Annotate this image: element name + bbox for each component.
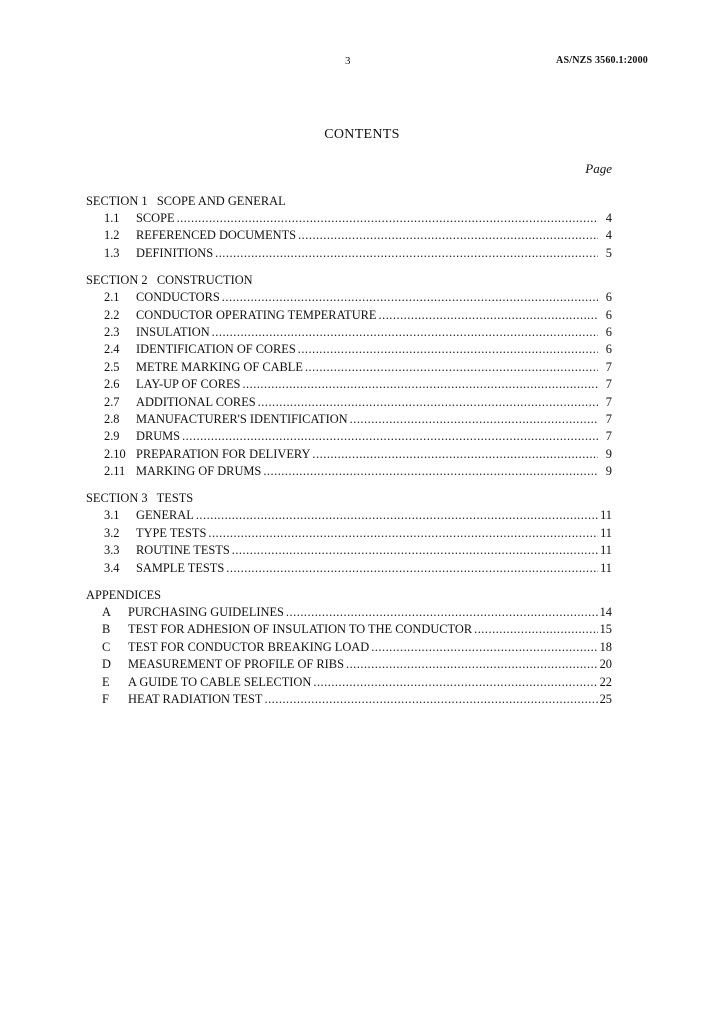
toc-entry[interactable] <box>86 376 612 393</box>
entry-page: 4 <box>605 228 612 243</box>
entry-label: HEAT RADIATION TEST <box>128 691 263 706</box>
entry-page: 11 <box>600 543 612 558</box>
dot-leader <box>264 691 597 708</box>
entry-page: 7 <box>605 359 612 374</box>
toc-entry[interactable] <box>86 446 612 463</box>
entry-number: 1.3 <box>104 245 120 260</box>
section-title: SECTION 3 TESTS <box>86 491 194 506</box>
entry-page: 15 <box>599 622 612 637</box>
dot-leader <box>312 446 598 463</box>
toc-entry[interactable] <box>86 428 612 445</box>
toc-entry[interactable] <box>86 359 612 376</box>
entry-label: PREPARATION FOR DELIVERY <box>136 446 311 461</box>
dot-leader <box>371 639 597 656</box>
toc-entry[interactable] <box>86 604 612 621</box>
toc-entry[interactable] <box>86 525 612 542</box>
entry-label: CONDUCTOR OPERATING TEMPERATURE <box>136 307 377 322</box>
section-title: APPENDICES <box>86 588 162 603</box>
toc-entry[interactable] <box>86 411 612 428</box>
entry-page: 4 <box>605 211 612 225</box>
dot-leader <box>212 324 598 341</box>
entry-number: 2.7 <box>104 394 120 409</box>
entry-label: A GUIDE TO CABLE SELECTION <box>128 674 312 689</box>
toc-entry[interactable] <box>86 324 612 341</box>
entry-label: MARKING OF DRUMS <box>136 464 262 479</box>
page-number: 3 <box>345 55 351 67</box>
entry-number: 2.10 <box>104 446 126 461</box>
page-column-label: Page <box>585 161 612 176</box>
entry-page: 7 <box>605 394 612 409</box>
toc-entry[interactable] <box>86 227 612 244</box>
entry-page: 5 <box>605 245 612 260</box>
dot-leader <box>226 560 598 577</box>
toc-section <box>86 193 612 262</box>
entry-number: 2.1 <box>104 290 120 305</box>
dot-leader <box>474 621 598 638</box>
entry-page: 6 <box>605 324 612 339</box>
entry-number: 2.11 <box>104 464 126 479</box>
toc-entry[interactable] <box>86 691 612 708</box>
entry-number: F <box>102 691 109 706</box>
dot-leader <box>379 307 599 324</box>
dot-leader <box>298 341 598 358</box>
entry-label: METRE MARKING OF CABLE <box>136 359 303 374</box>
dot-leader <box>208 525 598 542</box>
entry-number: 3.4 <box>104 560 120 575</box>
entry-number: 2.5 <box>104 359 120 374</box>
entry-label: TEST FOR CONDUCTOR BREAKING LOAD <box>128 639 370 654</box>
dot-leader <box>305 359 598 376</box>
toc-entry[interactable] <box>86 463 612 480</box>
entry-number: 2.9 <box>104 429 120 444</box>
toc-section <box>86 272 612 480</box>
entry-label: SCOPE <box>136 211 175 225</box>
toc-entry[interactable] <box>86 639 612 656</box>
entry-page: 14 <box>599 605 612 620</box>
entry-page: 11 <box>600 525 612 540</box>
dot-leader <box>182 428 598 445</box>
entry-label: IDENTIFICATION OF CORES <box>136 342 296 357</box>
entry-label: ROUTINE TESTS <box>136 543 230 558</box>
entry-label: DRUMS <box>136 429 181 444</box>
dot-leader <box>350 411 598 428</box>
toc-entry[interactable] <box>86 542 612 559</box>
entry-page: 9 <box>605 446 612 461</box>
entry-number: B <box>102 622 111 637</box>
toc-entry[interactable] <box>86 307 612 324</box>
entry-number: D <box>102 657 111 672</box>
entry-number: E <box>102 674 110 689</box>
entry-label: ADDITIONAL CORES <box>136 394 256 409</box>
entry-label: CONDUCTORS <box>136 290 220 305</box>
entry-number: 3.2 <box>104 525 120 540</box>
document-id: AS/NZS 3560.1:2000 <box>556 55 648 66</box>
toc-entry[interactable] <box>86 289 612 306</box>
entry-page: 7 <box>605 411 612 426</box>
toc-section <box>86 490 612 577</box>
appendices-section <box>86 587 612 708</box>
entry-label: LAY-UP OF CORES <box>136 377 241 392</box>
entry-number: 2.8 <box>104 411 120 426</box>
entry-page: 18 <box>599 639 612 654</box>
entry-label: GENERAL <box>136 508 194 523</box>
dot-leader <box>258 394 598 411</box>
dot-leader <box>242 376 598 393</box>
entry-page: 25 <box>599 691 612 706</box>
toc-entry[interactable] <box>86 341 612 358</box>
dot-leader <box>263 463 598 480</box>
toc-entry[interactable] <box>86 656 612 673</box>
entry-number: 2.3 <box>104 324 120 339</box>
dot-leader <box>177 210 598 227</box>
entry-page: 9 <box>605 464 612 479</box>
entry-label: MEASUREMENT OF PROFILE OF RIBS <box>128 657 344 672</box>
entry-number: 2.2 <box>104 307 120 322</box>
toc-entry[interactable] <box>86 245 612 262</box>
table-of-contents <box>86 193 612 718</box>
entry-label: TYPE TESTS <box>136 525 207 540</box>
dot-leader <box>222 289 598 306</box>
entry-page: 6 <box>605 342 612 357</box>
dot-leader <box>313 674 597 691</box>
toc-entry[interactable] <box>86 560 612 577</box>
entry-page: 11 <box>600 508 612 523</box>
dot-leader <box>286 604 598 621</box>
section-title: SECTION 1 SCOPE AND GENERAL <box>86 194 286 208</box>
toc-entry[interactable] <box>86 394 612 411</box>
contents-title: CONTENTS <box>324 127 400 142</box>
entry-page: 20 <box>599 657 612 672</box>
entry-label: PURCHASING GUIDELINES <box>128 605 284 620</box>
entry-number: 3.1 <box>104 508 120 523</box>
entry-number: 2.4 <box>104 342 120 357</box>
dot-leader <box>298 227 598 244</box>
toc-entry[interactable] <box>86 621 612 638</box>
entry-label: SAMPLE TESTS <box>136 560 225 575</box>
entry-page: 7 <box>605 429 612 444</box>
entry-page: 7 <box>605 377 612 392</box>
entry-number: 1.1 <box>104 211 120 225</box>
entry-label: REFERENCED DOCUMENTS <box>136 228 297 243</box>
entry-label: INSULATION <box>136 324 210 339</box>
entry-number: 1.2 <box>104 228 120 243</box>
entry-page: 6 <box>605 307 612 322</box>
entry-page: 11 <box>600 560 612 575</box>
entry-number: 2.6 <box>104 377 120 392</box>
entry-number: A <box>102 605 111 620</box>
entry-label: MANUFACTURER'S IDENTIFICATION <box>136 411 348 426</box>
entry-page: 6 <box>605 290 612 305</box>
dot-leader <box>232 542 598 559</box>
entry-label: TEST FOR ADHESION OF INSULATION TO THE CONDUCTOR <box>128 622 473 637</box>
dot-leader <box>196 507 598 524</box>
toc-entry[interactable] <box>86 507 612 524</box>
dot-leader <box>215 245 598 262</box>
entry-label: DEFINITIONS <box>136 245 214 260</box>
dot-leader <box>346 656 598 673</box>
toc-entry[interactable] <box>86 674 612 691</box>
section-title: SECTION 2 CONSTRUCTION <box>86 273 253 288</box>
entry-page: 22 <box>599 674 612 689</box>
entry-number: C <box>102 639 111 654</box>
entry-number: 3.3 <box>104 543 120 558</box>
toc-entry[interactable] <box>86 210 612 227</box>
